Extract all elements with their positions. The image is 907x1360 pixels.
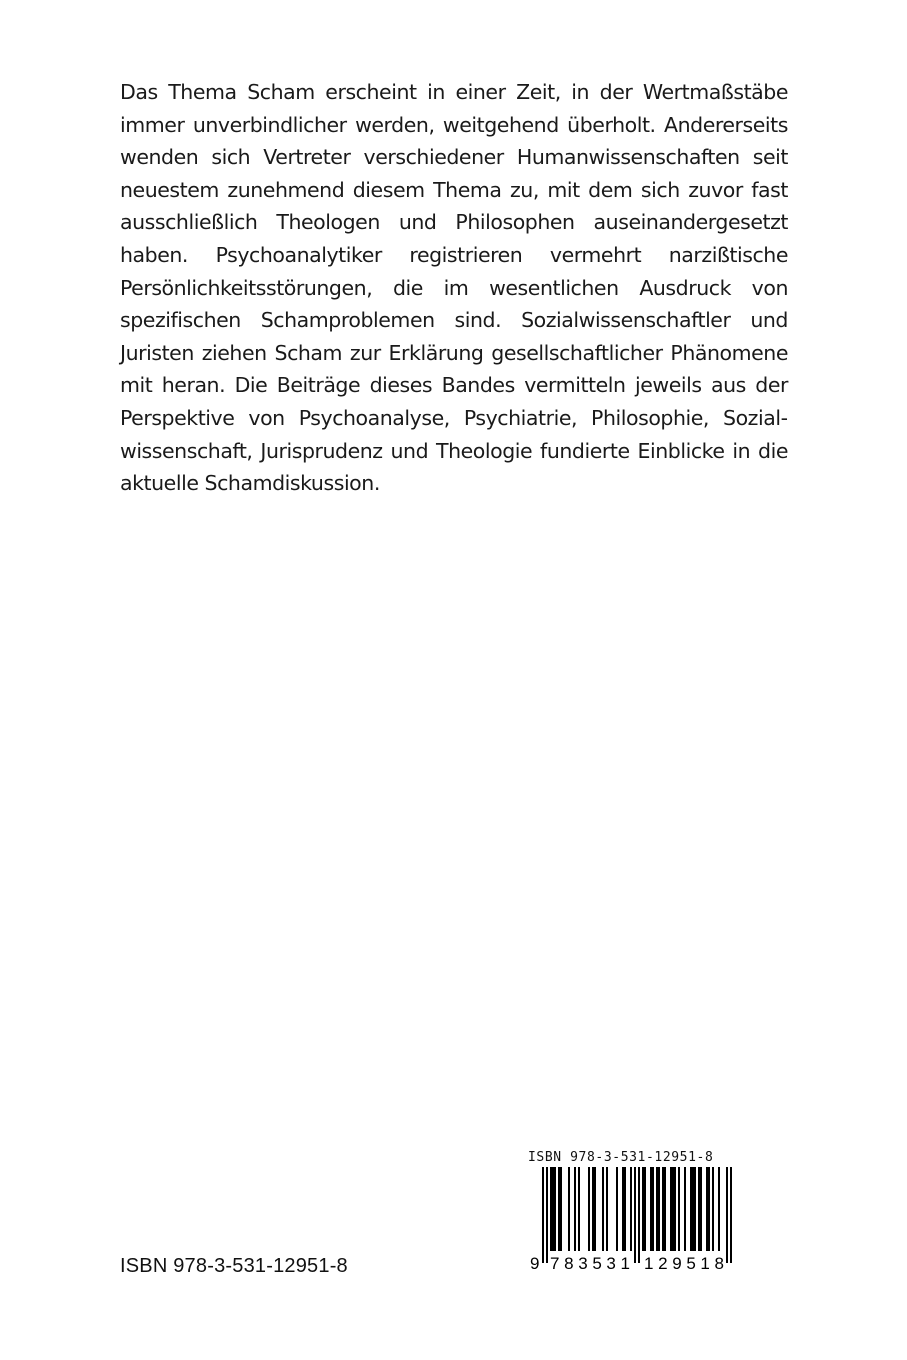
barcode-bar <box>684 1167 686 1251</box>
barcode-isbn-label: ISBN 978-3-531-12951-8 <box>528 1150 714 1165</box>
isbn-barcode <box>528 1150 754 1280</box>
barcode-bar <box>694 1167 696 1251</box>
back-cover-blurb: Das Thema Scham erscheint in einer Zeit, in der Wertmaßstäbe immer unverbindlicher werden, weitgehend überholt. Andererseits wenden sich Vertreter verschiedener Humanwissenschaften seit neuestem zunehmend diesem Thema zu, mit dem sich zuvor fast ausschließlich Theologen und Philosophen auseinandergesetzt haben. Psychoanalytiker registrieren vermehrt narzißtische Persönlichkeitsstörungen, die im wesentlichen Ausdruck von spezifischen Schamproblemen sind. Sozialwissenschaftler und Juristen ziehen Scham zur Erklärung gesellschaftlicher Phänomene mit heran. Die Beiträge dieses Bandes vermitteln jeweils aus der Perspektive von Psychoanalyse, Psychiatrie, Philosophie, Sozialwissenschaft, Jurisprudenz und Theologie fundierte Einblicke in die aktuelle Schamdiskussion. <box>120 80 788 496</box>
barcode-bar <box>692 1167 694 1251</box>
barcode-bar <box>644 1167 646 1251</box>
barcode-bar <box>690 1167 692 1251</box>
barcode-bar <box>574 1167 576 1251</box>
barcode-bar <box>708 1167 710 1251</box>
barcode-bar <box>662 1167 664 1251</box>
barcode-bar <box>634 1167 636 1263</box>
barcode-right-digits: 129518 <box>644 1254 724 1273</box>
barcode-bar <box>602 1167 604 1251</box>
barcode-bar <box>698 1167 700 1251</box>
barcode-bar <box>672 1167 674 1251</box>
barcode-bar <box>542 1167 544 1263</box>
barcode-bar <box>700 1167 702 1251</box>
barcode-bar <box>730 1167 732 1263</box>
barcode-bar <box>642 1167 644 1251</box>
barcode-bar <box>606 1167 608 1251</box>
isbn-footer: ISBN 978-3-531-12951-8 <box>120 1255 348 1277</box>
barcode-bar <box>616 1167 618 1251</box>
barcode-bar <box>670 1167 672 1251</box>
barcode-bar <box>550 1167 552 1251</box>
barcode-bar <box>664 1167 666 1251</box>
barcode-bar <box>706 1167 708 1251</box>
barcode-bar <box>712 1167 714 1251</box>
barcode-bar <box>588 1167 590 1251</box>
barcode-bar <box>652 1167 654 1251</box>
barcode-bar <box>726 1167 728 1263</box>
barcode-bar <box>558 1167 560 1251</box>
barcode-bar <box>554 1167 556 1251</box>
barcode-bar <box>592 1167 594 1251</box>
barcode-bar <box>638 1167 640 1263</box>
barcode-bar <box>630 1167 632 1251</box>
barcode-bar <box>624 1167 626 1251</box>
barcode-bar <box>656 1167 658 1251</box>
barcode-bar <box>674 1167 676 1251</box>
barcode-bar <box>658 1167 660 1251</box>
barcode-first-digit: 9 <box>530 1254 540 1273</box>
barcode-bar <box>650 1167 652 1251</box>
barcode-bar <box>594 1167 596 1251</box>
barcode-bar <box>560 1167 562 1251</box>
barcode-bar <box>546 1167 548 1263</box>
barcode-bar <box>552 1167 554 1251</box>
barcode-bar <box>718 1167 720 1251</box>
barcode-bar <box>568 1167 570 1251</box>
barcode-graphic <box>528 1167 754 1280</box>
barcode-bar <box>578 1167 580 1251</box>
barcode-bar <box>678 1167 680 1251</box>
barcode-left-digits: 783531 <box>550 1254 630 1273</box>
barcode-bar <box>622 1167 624 1251</box>
